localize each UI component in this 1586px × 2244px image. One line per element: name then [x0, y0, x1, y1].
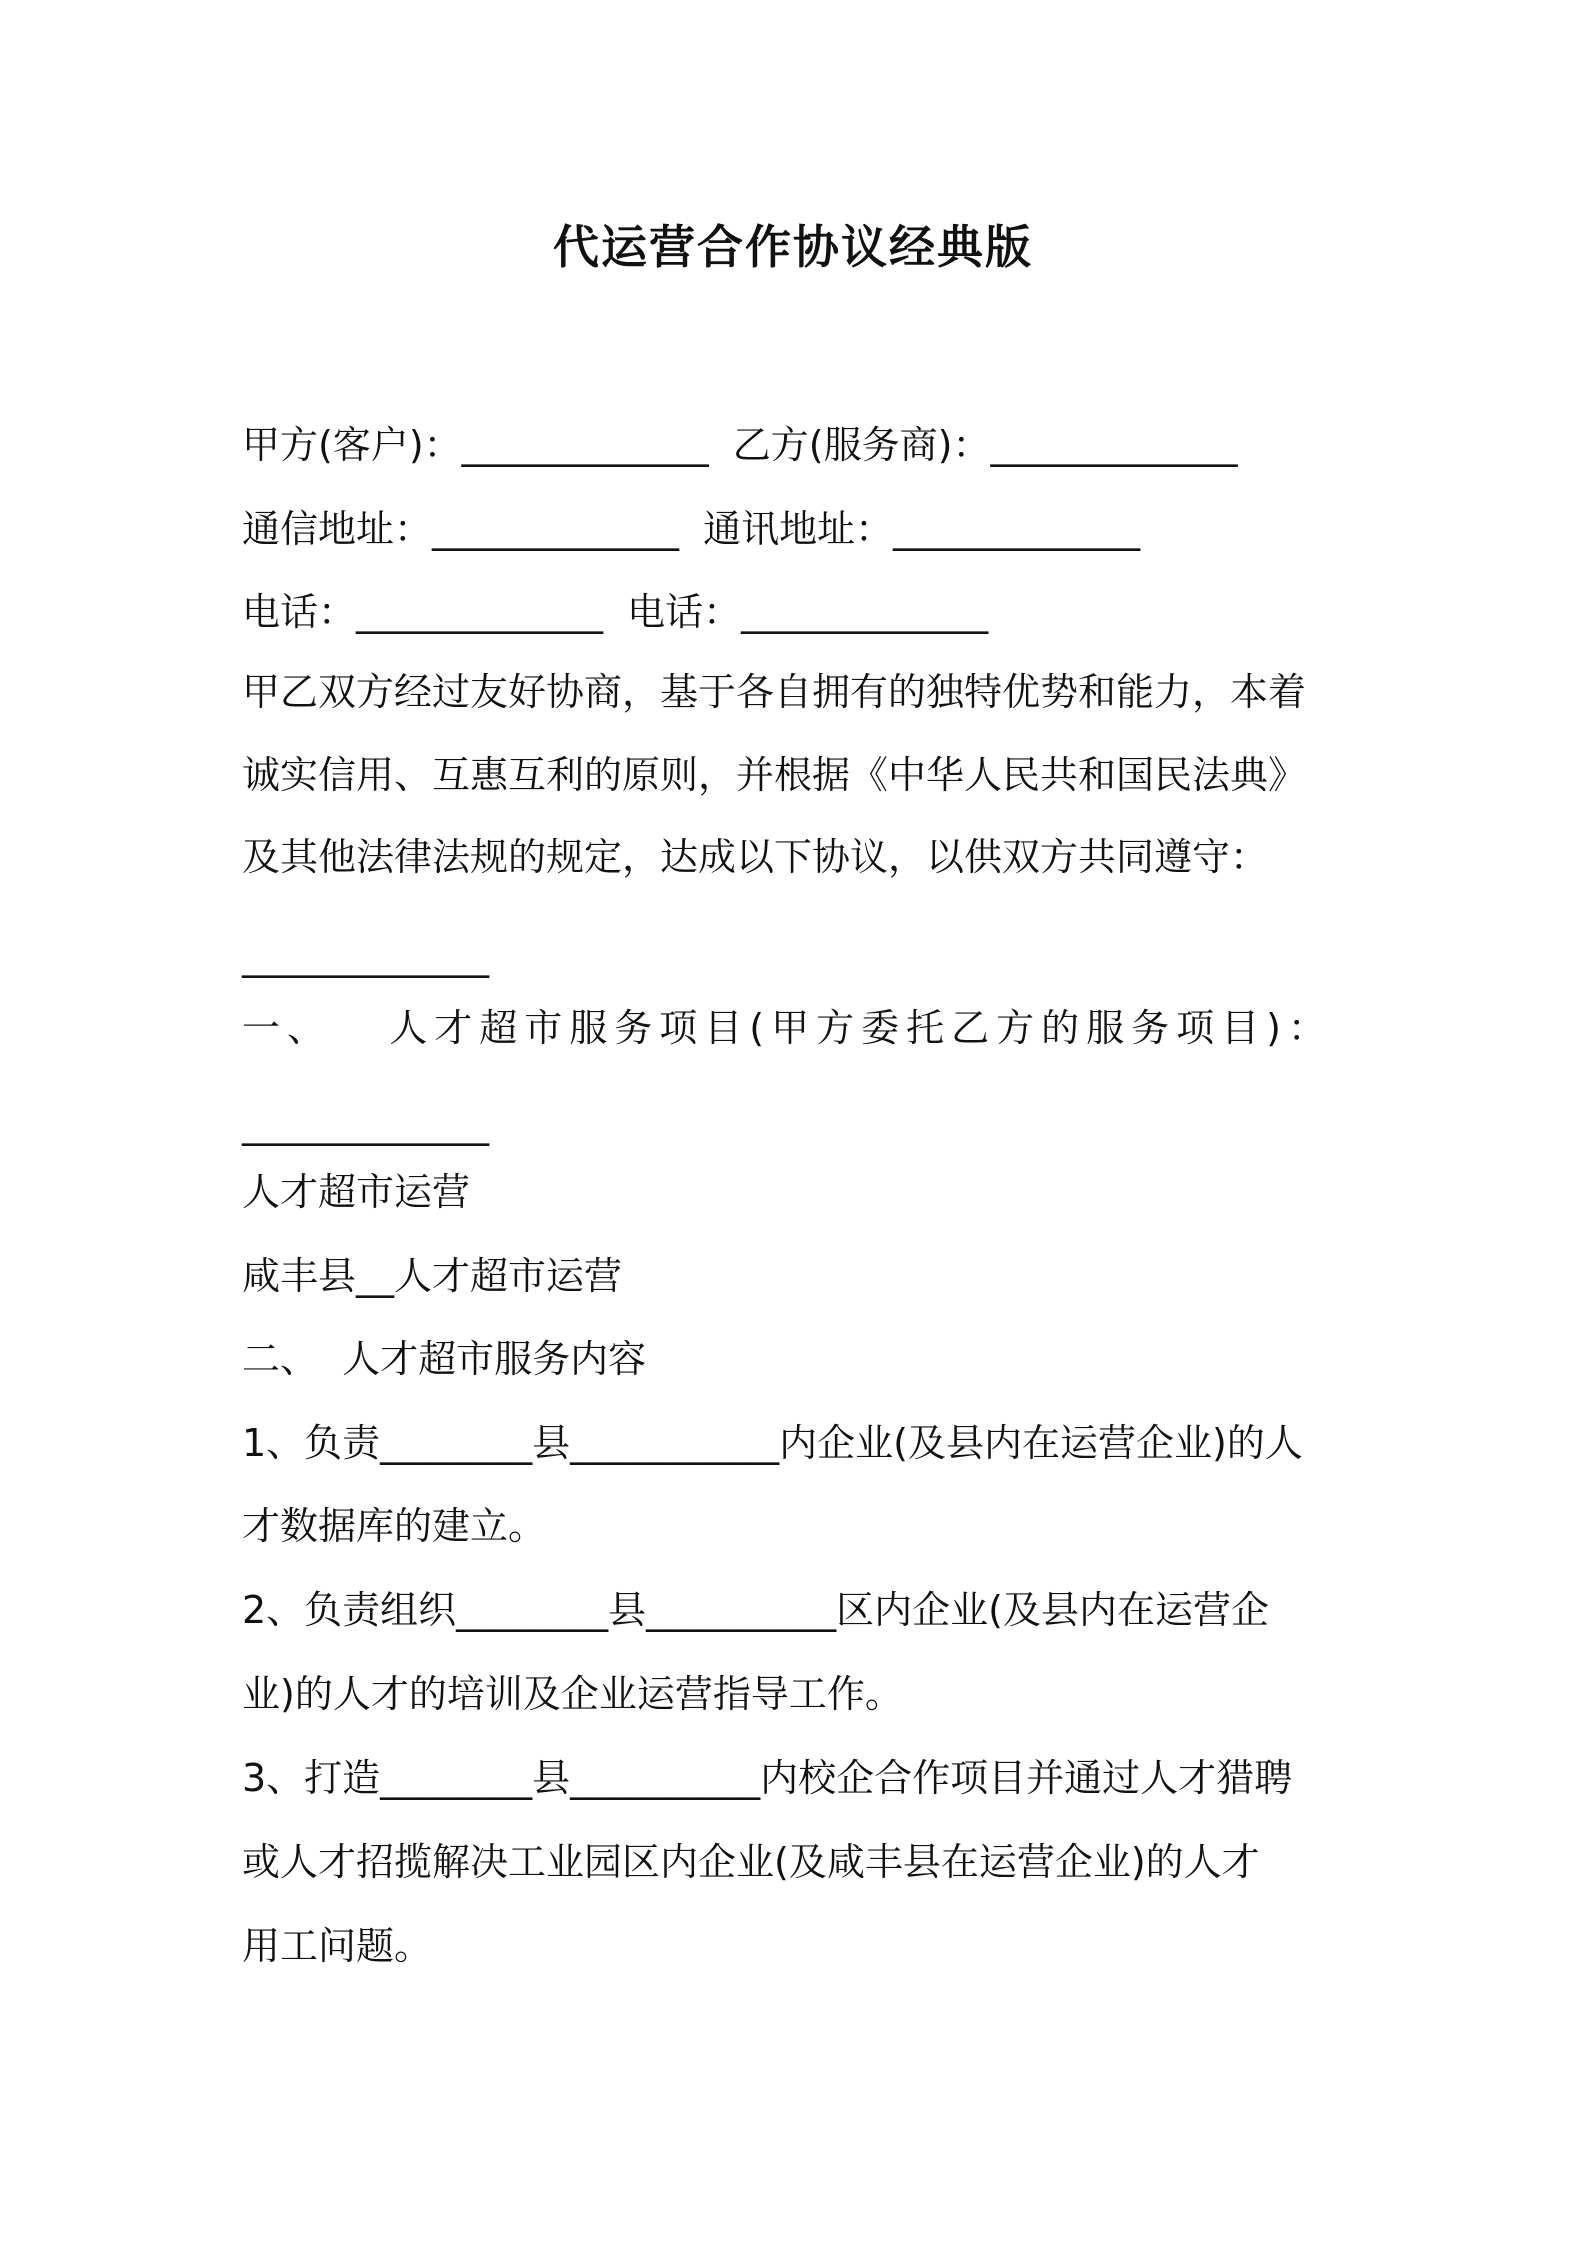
paragraph-line: 及其他法律法规的规定，达成以下协议，以供双方共同遵守： [242, 835, 1269, 879]
clause-line: 用工问题。 [242, 1924, 433, 1968]
blank-underline: _____________ [242, 1102, 489, 1146]
document-title: 代运营合作协议经典版 [553, 220, 1033, 274]
address-line: 通信地址：_____________ 通讯地址：_____________ [242, 507, 1141, 551]
clause-line: 2、负责组织________县__________区内企业(及县内在运营企 [242, 1588, 1270, 1632]
section-heading-2: 二、 人才超市服务内容 [242, 1337, 647, 1381]
paragraph-line: 诚实信用、互惠互利的原则，并根据《中华人民共和国民法典》 [242, 753, 1307, 797]
clause-line: 或人才招揽解决工业园区内企业(及咸丰县在运营企业)的人才 [242, 1840, 1260, 1884]
paragraph-line: 甲乙双方经过友好协商，基于各自拥有的独特优势和能力，本着 [242, 670, 1307, 714]
service-item: 咸丰县__人才超市运营 [242, 1254, 623, 1298]
section-heading-1: 一、 人才超市服务项目(甲方委托乙方的服务项目)： [242, 1006, 1333, 1050]
phone-line: 电话：_____________ 电话：_____________ [242, 590, 989, 634]
clause-line: 3、打造________县__________内校企合作项目并通过人才猎聘 [242, 1756, 1293, 1800]
blank-underline: _____________ [242, 934, 489, 978]
party-a-b-line: 甲方(客户)：_____________ 乙方(服务商)：_____________ [242, 423, 1238, 467]
clause-line: 才数据库的建立。 [242, 1504, 547, 1548]
service-item: 人才超市运营 [242, 1170, 471, 1214]
clause-line: 业)的人才的培训及企业运营指导工作。 [242, 1672, 903, 1716]
clause-line: 1、负责________县___________内企业(及县内在运营企业)的人 [242, 1421, 1303, 1465]
